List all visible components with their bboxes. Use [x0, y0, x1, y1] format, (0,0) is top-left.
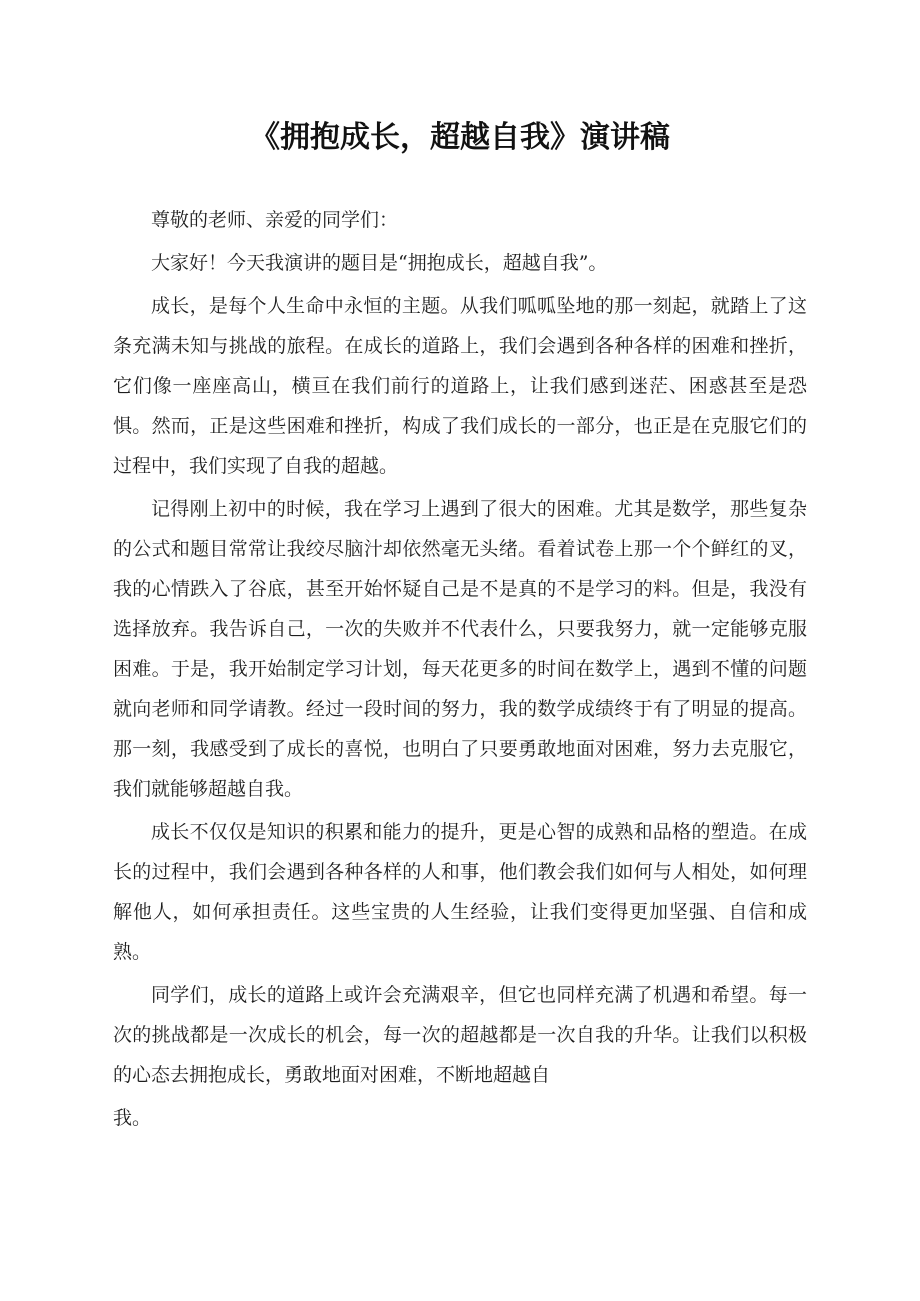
document-title: 《拥抱成长，超越自我》演讲稿 [250, 120, 670, 155]
body-paragraph-2: 记得刚上初中的时候，我在学习上遇到了很大的困难。尤其是数学，那些复杂的公式和题目常常让我绞尽脑汁却依然毫无头绪。看着试卷上那一个个鲜红的叉，我的心情跌入了谷底，甚至开始怀疑自己是不是真的不是学习的料。但是，我没有选择放弃。我告诉自己，一次的失败并不代表什么，只要我努力，就一定能够克服困难。于是，我开始制定学习计划，每天花更多的时间在数学上，遇到不懂的问题就向老师和同学请教。经过一段时间的努力，我的数学成绩终于有了明显的提高。那一刻，我感受到了成长的喜悦，也明白了只要勇敢地面对困难，努力去克服它，我们就能够超越自我。 [113, 498, 807, 800]
closing-paragraph: 同学们，成长的道路上或许会充满艰辛，但它也同样充满了机遇和希望。每一次的挑战都是一次成长的机会，每一次的超越都是一次自我的升华。让我们以积极的心态去拥抱成长，勇敢地面对困难，不断地超越自 [113, 984, 807, 1086]
salutation: 尊敬的老师、亲爱的同学们： [151, 209, 399, 231]
body-paragraph-1: 成长，是每个人生命中永恒的主题。从我们呱呱坠地的那一刻起，就踏上了这条充满未知与挑战的旅程。在成长的道路上，我们会遇到各种各样的困难和挫折，它们像一座座高山，横亘在我们前行的道路上，让我们感到迷茫、困惑甚至是恐惧。然而，正是这些困难和挫折，构成了我们成长的一部分，也正是在克服它们的过程中，我们实现了自我的超越。 [113, 295, 807, 477]
speech-body [113, 200, 807, 1141]
closing-paragraph-tail: 我。 [113, 1107, 152, 1129]
greeting-paragraph: 大家好！今天我演讲的题目是“拥抱成长，超越自我”。 [151, 252, 608, 274]
body-paragraph-3: 成长不仅仅是知识的积累和能力的提升，更是心智的成熟和品格的塑造。在成长的过程中，我们会遇到各种各样的人和事，他们教会我们如何与人相处，如何理解他人，如何承担责任。这些宝贵的人生经验，让我们变得更加坚强、自信和成熟。 [113, 821, 807, 963]
